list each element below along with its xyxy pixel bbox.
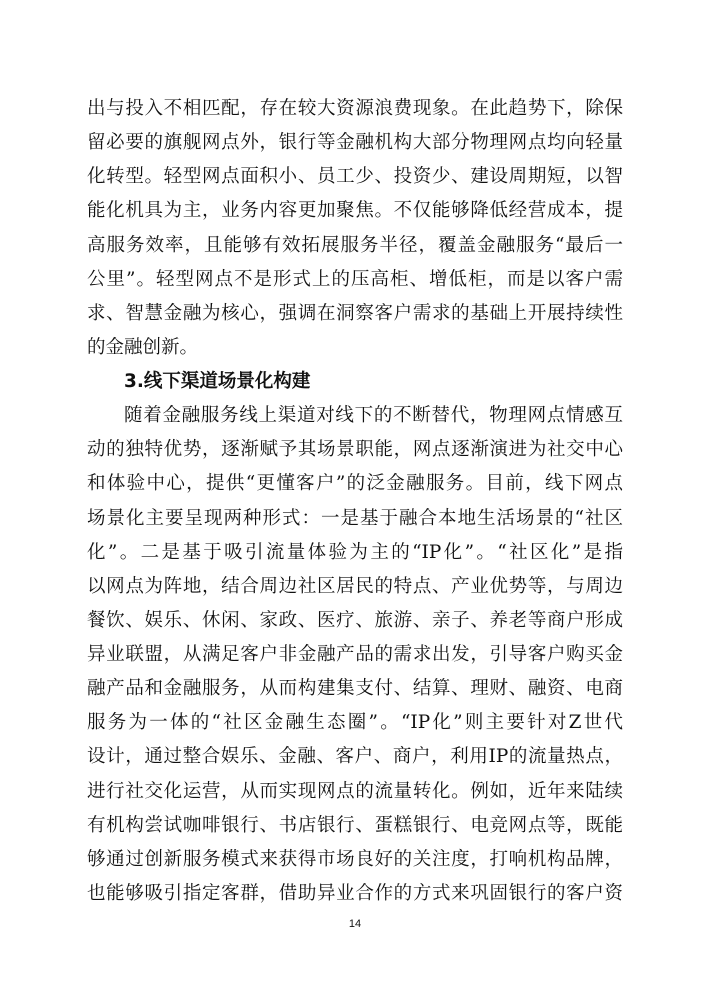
paragraph-line: 留必要的旗舰网点外，银行等金融机构大部分物理网点均向轻量	[87, 132, 623, 154]
paragraph-line: 出与投入不相匹配，存在较大资源浪费现象。在此趋势下，除保	[87, 98, 623, 119]
paragraph-line: 餐饮、娱乐、休闲、家政、医疗、旅游、亲子、养老等商户形成	[87, 609, 623, 631]
paragraph-line: 服务为一体的“社区金融生态圈”。“IP化”则主要针对Z世代	[87, 712, 623, 734]
page-number: 14	[348, 918, 362, 930]
paragraph-line: 随着金融服务线上渠道对线下的不断替代，物理网点情感互	[124, 405, 623, 427]
paragraph-line: 也能够吸引指定客群，借助异业合作的方式来巩固银行的客户资	[87, 883, 623, 904]
paragraph-line: 和体验中心，提供“更懂客户”的泛金融服务。目前，线下网点	[87, 473, 623, 495]
paragraph-line: 以网点为阵地，结合周边社区居民的特点、产业优势等，与周边	[87, 575, 623, 597]
paragraph-line: 能化机具为主，业务内容更加聚焦。不仅能够降低经营成本，提	[87, 200, 623, 222]
paragraph-line: 场景化主要呈现两种形式：一是基于融合本地生活场景的“社区	[87, 507, 623, 529]
paragraph-line: 有机构尝试咖啡银行、书店银行、蛋糕银行、电竞网点等，既能	[87, 814, 623, 836]
paragraph-line: 进行社交化运营，从而实现网点的流量转化。例如，近年来陆续	[87, 780, 623, 802]
section-heading: 3.线下渠道场景化构建	[124, 371, 311, 393]
paragraph-line: 化”。二是基于吸引流量体验为主的“IP化”。“社区化”是指	[87, 541, 623, 563]
paragraph-line: 求、智慧金融为核心，强调在洞察客户需求的基础上开展持续性	[87, 302, 623, 324]
paragraph-line: 公里”。轻型网点不是形式上的压高柜、增低柜，而是以客户需	[87, 268, 623, 290]
paragraph-line: 化转型。轻型网点面积小、员工少、投资少、建设周期短，以智	[87, 166, 623, 188]
paragraph-line: 的金融创新。	[87, 336, 199, 358]
paragraph-line: 高服务效率，且能够有效拓展服务半径，覆盖金融服务“最后一	[87, 234, 623, 256]
paragraph-line: 动的独特优势，逐渐赋予其场景职能，网点逐渐演进为社交中心	[87, 439, 623, 461]
paragraph-line: 融产品和金融服务，从而构建集支付、结算、理财、融资、电商	[87, 678, 623, 700]
paragraph-line: 异业联盟，从满足客户非金融产品的需求出发，引导客户购买金	[87, 644, 623, 666]
paragraph-line: 设计，通过整合娱乐、金融、客户、商户，利用IP的流量热点，	[87, 746, 623, 768]
paragraph-line: 够通过创新服务模式来获得市场良好的关注度，打响机构品牌，	[87, 848, 623, 870]
